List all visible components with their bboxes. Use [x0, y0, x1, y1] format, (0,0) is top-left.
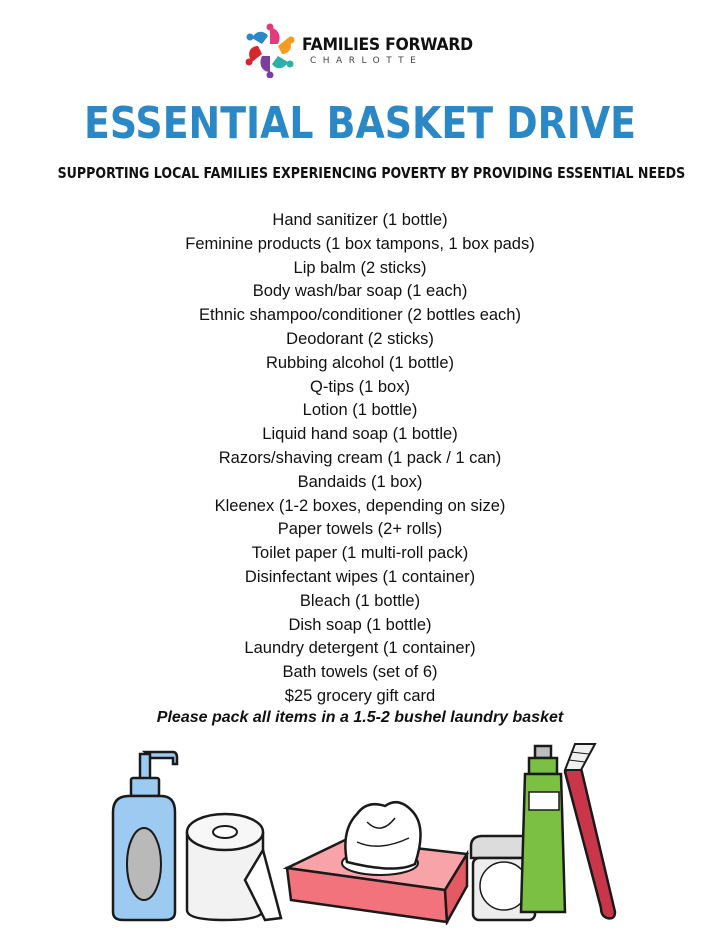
list-item: Bandaids (1 box): [297, 472, 423, 491]
list-item: Paper towels (2+ rolls): [277, 520, 443, 539]
packing-note: Please pack all items in a 1.5-2 bushel laundry basket: [156, 709, 564, 726]
list-item: Body wash/bar soap (1 each): [252, 282, 468, 301]
list-item: $25 grocery gift card: [284, 686, 436, 705]
list-item: Q-tips (1 box): [310, 377, 410, 396]
list-item: Razors/shaving cream (1 pack / 1 can): [218, 448, 502, 467]
list-item: Liquid hand soap (1 bottle): [262, 425, 458, 444]
page-subtitle: SUPPORTING LOCAL FAMILIES EXPERIENCING POVERTY BY PROVIDING ESSENTIAL NEEDS: [57, 164, 686, 182]
logo-mark-icon: [244, 22, 296, 78]
soap-pump-icon: [113, 752, 177, 920]
list-item: Dish soap (1 bottle): [288, 615, 432, 634]
toothpaste-icon: [521, 746, 565, 912]
page-title: ESSENTIAL BASKET DRIVE: [84, 98, 636, 149]
list-item: Hand sanitizer (1 bottle): [272, 211, 448, 229]
toothbrush-icon: [565, 744, 615, 918]
list-item: Rubbing alcohol (1 bottle): [265, 353, 455, 372]
list-item: Deodorant (2 sticks): [286, 329, 434, 348]
organization-city: CHARLOTTE: [310, 55, 423, 66]
supplies-illustration: [95, 740, 635, 925]
list-item: Kleenex (1-2 boxes, depending on size): [214, 496, 506, 515]
list-item: Lip balm (2 sticks): [293, 258, 427, 277]
logo: [244, 22, 488, 78]
item-list: [0, 209, 720, 709]
list-item: Bleach (1 bottle): [299, 591, 421, 610]
list-item: Laundry detergent (1 container): [244, 639, 476, 658]
list-item: Ethnic shampoo/conditioner (2 bottles each): [199, 306, 521, 325]
organization-name: FAMILIES FORWARD: [302, 34, 473, 55]
list-item: Feminine products (1 box tampons, 1 box pads): [185, 234, 535, 253]
toilet-paper-icon: [187, 814, 281, 920]
list-item: Disinfectant wipes (1 container): [244, 567, 476, 586]
list-item: Lotion (1 bottle): [302, 401, 418, 420]
tissue-box-icon: [287, 802, 467, 922]
list-item: Bath towels (set of 6): [282, 663, 438, 682]
list-item: Toilet paper (1 multi-roll pack): [251, 544, 469, 563]
